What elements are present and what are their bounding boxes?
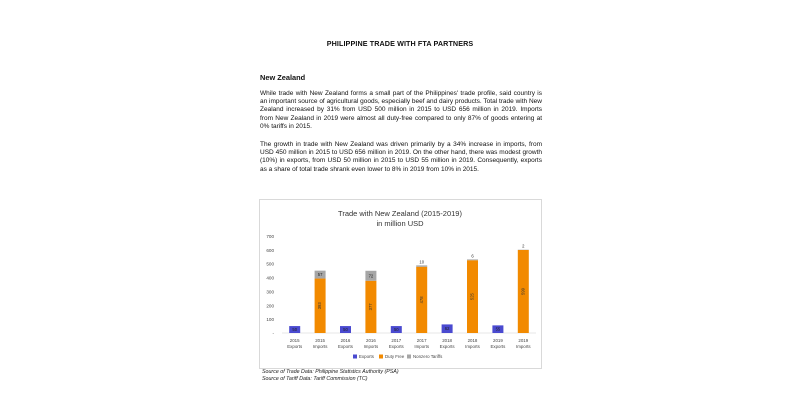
x-tick-label: Imports [515,344,531,349]
y-tick-label: - [272,331,274,336]
x-tick-label: Exports [490,344,506,349]
y-tick-label: 200 [266,303,274,309]
x-tick-label: Imports [312,344,328,349]
legend-label: Duty Free [385,354,405,359]
y-tick-label: 100 [266,317,274,323]
tariff-data-source: Source of Tariff Data: Tariff Commission (TC) [262,376,368,382]
legend-swatch [379,355,383,359]
trade-data-source: Source of Trade Data: Philippine Statistics Authority (PSA) [262,369,399,375]
bar-nonzero-tariffs [416,265,427,266]
bar-value-label: 525 [469,293,475,301]
x-tick-label: Imports [363,344,379,349]
x-tick-label: 2015 [289,338,300,343]
x-tick-label: 2019 [518,338,529,343]
bar-value-label: 50 [393,327,399,333]
x-tick-label: 2015 [315,338,325,343]
trade-chart-svg [260,200,541,368]
bar-value-label: 393 [317,302,323,310]
y-tick-label: 600 [266,247,274,253]
bar-value-label: 55 [495,326,501,332]
x-tick-label: 2016 [366,338,376,343]
bar-value-label: 50 [292,327,298,333]
x-tick-label: 2018 [442,338,452,343]
x-tick-label: 2017 [391,338,402,343]
x-tick-label: Exports [439,344,455,349]
y-tick-label: 500 [266,261,274,267]
y-tick-label: 300 [266,289,274,295]
x-tick-label: 2019 [493,338,503,343]
bar-value-label: 478 [418,296,424,304]
paragraph-2: The growth in trade with New Zealand was driven primarily by a 34% increase in imports, from USD 450 million in 2015 to USD 656 million in 2019. On the other hand, there was modest growth (10%) in exports, from USD 50 million in 2015 to USD 55 million in 2019. Consequently, exports as a share of total trade shrank even lower to 8% in 2019 from 10% in 2015. [260,141,542,173]
y-tick-label: 400 [266,275,274,281]
x-tick-label: Imports [414,344,430,349]
bar-value-label: 377 [368,303,374,311]
document-title: PHILIPPINE TRADE WITH FTA PARTNERS [326,39,474,48]
bar-value-label: 50 [343,327,348,333]
x-tick-label: Exports [388,344,404,349]
legend-label: Exports [359,354,374,359]
chart-title: Trade with New Zealand (2015-2019) [338,209,462,218]
bar-value-label: 57 [317,272,323,278]
legend-swatch [353,355,357,359]
bar-value-label: 62 [444,326,450,332]
legend-label: Nonzero Tariffs [413,354,443,359]
chart-subtitle: in million USD [376,219,424,228]
x-tick-label: Exports [338,344,353,349]
y-tick-label: 700 [266,234,274,239]
bar-value-label: 2 [522,243,525,249]
trade-chart [259,199,542,369]
x-tick-label: 2017 [416,338,427,343]
x-tick-label: Exports [287,344,303,349]
bar-value-label: 599 [520,287,526,295]
x-tick-label: Imports [465,344,480,349]
x-tick-label: 2016 [340,338,351,343]
x-tick-label: 2018 [467,338,478,343]
legend-swatch [407,355,411,359]
bar-nonzero-tariffs [467,259,478,260]
bar-value-label: 10 [419,259,425,265]
bar-value-label: 72 [368,273,374,279]
paragraph-1: While trade with New Zealand forms a small part of the Philippines' trade profile, said country is an important source of agricultural goods, especially beef and dairy products. Total trade with New Zealand increased by 31% from USD 500 million in 2015 to USD 656 million in 2019. Imports from New Zealand in 2019 were almost all duty-free compared to only 87% of goods entering at 0% tariffs in 2015. [260,90,542,130]
section-heading: New Zealand [260,73,306,82]
bar-value-label: 6 [471,253,474,259]
